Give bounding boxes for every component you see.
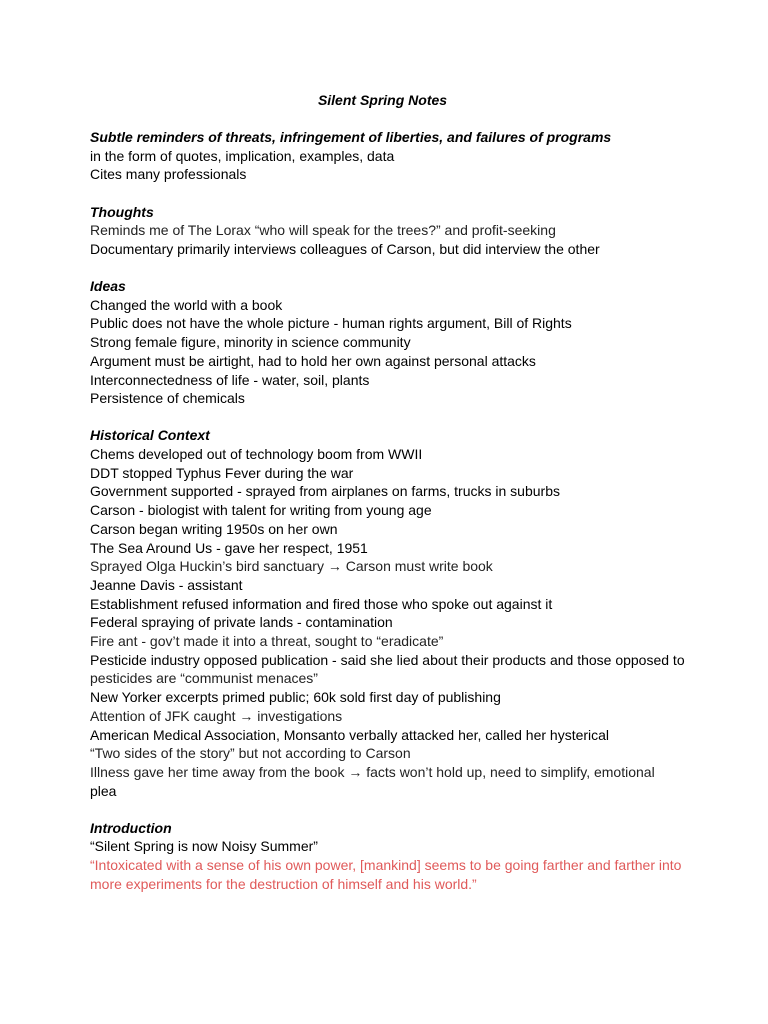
note-line: in the form of quotes, implication, examples, data: [90, 147, 395, 164]
note-line: Argument must be airtight, had to hold her own against personal attacks: [90, 352, 536, 369]
note-line: Fire ant - gov’t made it into a threat, sought to “eradicate”: [90, 633, 444, 650]
note-line: Carson began writing 1950s on her own: [90, 520, 338, 537]
note-line: “Silent Spring is now Noisy Summer”: [90, 838, 318, 855]
note-line: New Yorker excerpts primed public; 60k sold first day of publishing: [90, 689, 501, 706]
note-line: Illness gave her time away from the book → facts won’t hold up, need to simplify, emotional: [90, 763, 655, 780]
note-line: Chems developed out of technology boom from WWII: [90, 446, 423, 463]
note-line: Sprayed Olga Huckin’s bird sanctuary → Carson must write book: [90, 558, 493, 575]
note-line: Persistence of chemicals: [90, 390, 245, 407]
note-line: American Medical Association, Monsanto verbally attacked her, called her hysterical: [90, 726, 610, 743]
section-introduction: [90, 819, 730, 894]
note-line: Pesticide industry opposed publication - said she lied about their products and those opposed to: [90, 651, 685, 668]
note-line: Government supported - sprayed from airplanes on farms, trucks in suburbs: [90, 483, 560, 500]
section-subtle-reminders: [90, 128, 730, 184]
note-line: Reminds me of The Lorax “who will speak for the trees?” and profit-seeking: [90, 222, 556, 239]
note-line: Documentary primarily interviews colleagues of Carson, but did interview the other: [90, 240, 600, 257]
section-historical-context: [90, 426, 730, 800]
note-line: Strong female figure, minority in science community: [90, 334, 411, 351]
note-line: Establishment refused information and fired those who spoke out against it: [90, 595, 553, 612]
section-heading: Historical Context: [90, 427, 210, 444]
note-line: Carson - biologist with talent for writing from young age: [90, 502, 432, 519]
section-heading: Thoughts: [90, 203, 154, 220]
note-line: Public does not have the whole picture - human rights argument, Bill of Rights: [90, 315, 572, 332]
note-line: Changed the world with a book: [90, 296, 283, 313]
note-line: The Sea Around Us - gave her respect, 1951: [90, 539, 368, 556]
document-title: Silent Spring Notes: [317, 92, 448, 108]
section-ideas: [90, 277, 730, 408]
note-line: “Two sides of the story” but not according to Carson: [90, 745, 411, 762]
document-page: [90, 90, 730, 912]
note-line: Attention of JFK caught → investigations: [90, 707, 343, 724]
note-line: Interconnectedness of life - water, soil, plants: [90, 371, 370, 388]
quote-line: more experiments for the destruction of himself and his world.”: [90, 875, 477, 892]
section-thoughts: [90, 203, 730, 259]
section-heading: Ideas: [90, 278, 126, 294]
note-line: DDT stopped Typhus Fever during the war: [90, 464, 354, 481]
note-line: Federal spraying of private lands - contamination: [90, 614, 393, 631]
section-heading: Introduction: [90, 819, 172, 836]
note-line: pesticides are “communist menaces”: [90, 670, 318, 687]
note-line: Jeanne Davis - assistant: [90, 576, 243, 593]
note-line: Cites many professionals: [90, 166, 247, 183]
quote-line: “Intoxicated with a sense of his own power, [mankind] seems to be going farther and farther into: [90, 857, 682, 874]
note-line: plea: [90, 782, 117, 799]
section-heading: Subtle reminders of threats, infringement of liberties, and failures of programs: [90, 129, 612, 145]
